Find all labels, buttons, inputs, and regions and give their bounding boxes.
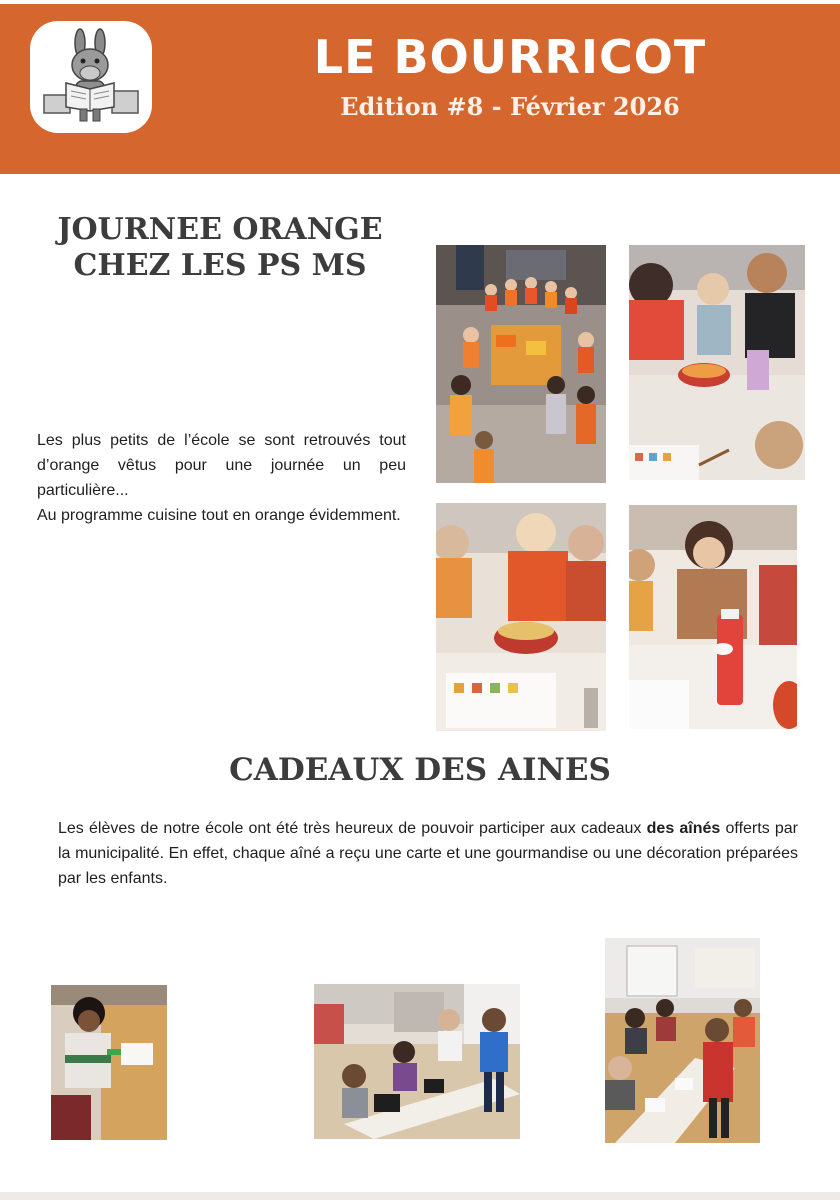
photo-students-working [605, 938, 760, 1143]
text-bold-aines: des aînés [646, 820, 721, 837]
bottom-border [0, 1192, 840, 1200]
newsletter-header [0, 4, 840, 174]
heading-line-2: CHEZ LES PS MS [73, 248, 367, 283]
section-heading-cadeaux-aines: CADEAUX DES AINES [229, 752, 611, 788]
section-text-journee-orange [37, 428, 406, 528]
text-part-1: Les élèves de notre école ont été très heureux de pouvoir participer aux cadeaux [58, 820, 647, 837]
section-text-cadeaux-aines [58, 816, 798, 891]
photo-girl-with-bottle [629, 505, 797, 729]
donkey-reading-newspaper-icon [30, 21, 152, 133]
photo-children-mixing [436, 503, 606, 731]
photo-classroom-group [436, 245, 606, 483]
photo-cooking-bowl [629, 245, 805, 480]
section-heading-journee-orange [40, 212, 400, 284]
paragraph-2: Au programme cuisine tout en orange évidemment. [37, 507, 401, 524]
newsletter-title: LE BOURRICOT [313, 30, 707, 84]
logo [30, 21, 152, 133]
photo-girl-drawing [51, 985, 167, 1140]
text-part-2: offerts par la municipalité. En effet, chaque aîné a reçu une carte et une gourmandise ou une décoration préparées par les enfants. [58, 820, 799, 887]
paragraph-1: Les plus petits de l’école se sont retrouvés tout d’orange vêtus pour une journée un peu particulière... [37, 432, 406, 499]
photo-classroom-tables [314, 984, 520, 1139]
heading-line-1: JOURNEE ORANGE [57, 212, 383, 247]
edition-label: Edition #8 - Février 2026 [340, 92, 680, 121]
